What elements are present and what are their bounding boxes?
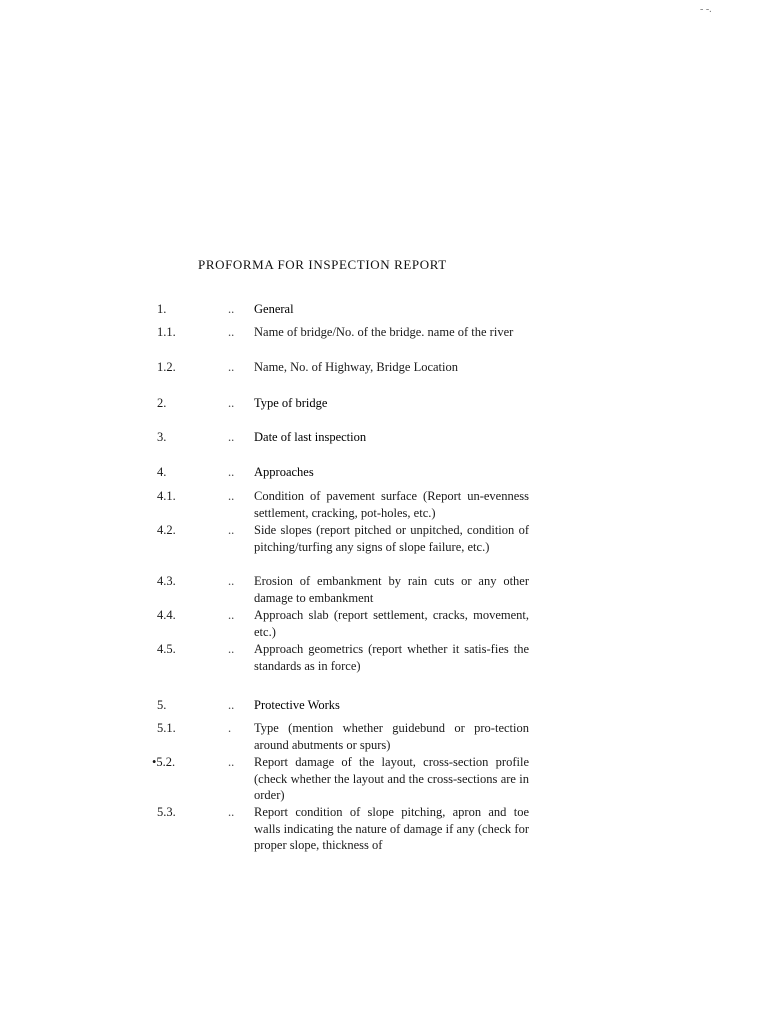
item-text: General	[254, 302, 294, 316]
item-number: 4.1.	[157, 489, 176, 503]
item-number: 5.1.	[157, 721, 176, 735]
item-number: 3.	[157, 430, 167, 444]
item-leader-dots: .	[228, 721, 232, 735]
item-number: 4.5.	[157, 642, 176, 656]
item-number: •5.2.	[152, 755, 176, 769]
item-number: 1.1.	[157, 325, 176, 339]
item-leader-dots: ..	[228, 430, 235, 444]
item-text: Report damage of the layout, cross-section profile (check whether the layout and the cross-sections are in order)	[254, 755, 529, 802]
item-leader-dots: ..	[228, 489, 235, 503]
item-leader-dots: ..	[228, 325, 235, 339]
item-number: 1.2.	[157, 360, 176, 374]
item-number: 1.	[157, 302, 167, 316]
item-leader-dots: ..	[228, 302, 235, 316]
item-text: Type of bridge	[254, 396, 328, 410]
item-leader-dots: ..	[228, 698, 235, 712]
item-text: Name of bridge/No. of the bridge. name of the river	[254, 325, 514, 339]
item-leader-dots: ..	[228, 523, 235, 537]
item-leader-dots: ..	[228, 360, 235, 374]
item-text: Erosion of embankment by rain cuts or any other damage to embankment	[254, 574, 529, 605]
item-text: Approach geometrics (report whether it satis-fies the standards as in force)	[254, 642, 529, 673]
item-leader-dots: ..	[228, 396, 235, 410]
item-leader-dots: ..	[228, 755, 235, 769]
item-text: Approach slab (report settlement, cracks, movement, etc.)	[254, 608, 529, 639]
item-text: Report condition of slope pitching, apron and toe walls indicating the nature of damage if any (check for proper slope, thickness of	[254, 805, 529, 852]
item-text: Condition of pavement surface (Report un-evenness settlement, cracking, pot-holes, etc.)	[254, 489, 529, 520]
document-title: PROFORMA FOR INSPECTION REPORT	[198, 257, 447, 272]
item-text: Protective Works	[254, 698, 340, 712]
item-number: 5.	[157, 698, 167, 712]
item-number: 4.4.	[157, 608, 176, 622]
corner-mark: - -.	[700, 4, 712, 15]
item-number: 2.	[157, 396, 167, 410]
item-leader-dots: ..	[228, 574, 235, 588]
item-leader-dots: ..	[228, 465, 235, 479]
item-text: Type (mention whether guidebund or pro-tection around abutments or spurs)	[254, 721, 529, 752]
item-leader-dots: ..	[228, 805, 235, 819]
item-number: 5.3.	[157, 805, 176, 819]
item-leader-dots: ..	[228, 608, 235, 622]
item-text: Side slopes (report pitched or unpitched, condition of pitching/turfing any signs of slope failure, etc.)	[254, 523, 529, 554]
item-text: Name, No. of Highway, Bridge Location	[254, 360, 458, 374]
item-leader-dots: ..	[228, 642, 235, 656]
item-number: 4.3.	[157, 574, 176, 588]
item-text: Approaches	[254, 465, 314, 479]
item-text: Date of last inspection	[254, 430, 367, 444]
item-number: 4.2.	[157, 523, 176, 537]
item-number: 4.	[157, 465, 167, 479]
